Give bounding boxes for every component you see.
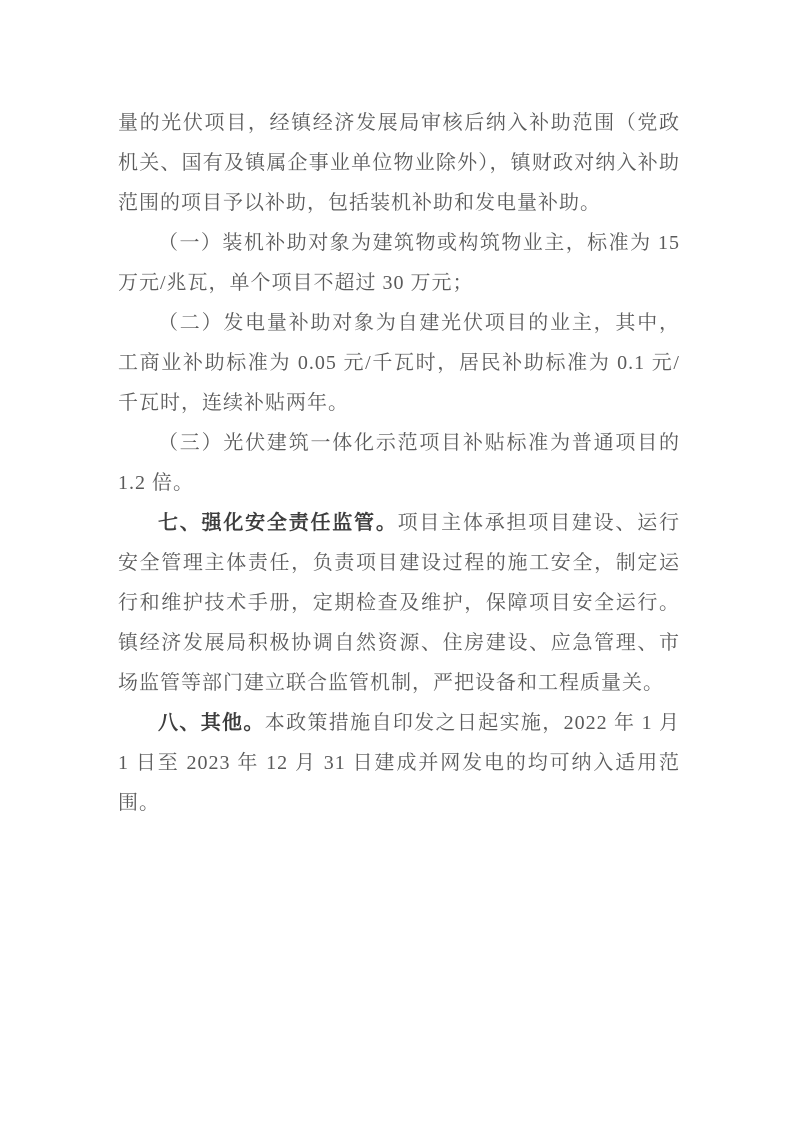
paragraph-text: 本政策措施自印发之日起实施，2022 年 1 月 1 日至 2023 年 12 月 31 日建成并网发电的均可纳入适用范围。 — [118, 712, 681, 814]
paragraph-text: （三）光伏建筑一体化示范项目补贴标准为普通项目的 1.2 倍。 — [118, 432, 680, 494]
paragraph-text: 项目主体承担项目建设、运行安全管理主体责任，负责项目建设过程的施工安全，制定运行和维护技术手册，定期检查及维护，保障项目安全运行。镇经济发展局积极协调自然资源、住房建设、应急管理、市场监管等部门建立联合监管机制，严把设备和工程质量关。 — [118, 512, 681, 694]
paragraph-text: （二）发电量补助对象为自建光伏项目的业主，其中，工商业补助标准为 0.05 元/千瓦时，居民补助标准为 0.1 元/千瓦时，连续补贴两年。 — [118, 312, 680, 414]
paragraph-section-8 — [118, 703, 680, 823]
paragraph-section-7 — [118, 503, 680, 703]
paragraph-item-1 — [118, 223, 680, 303]
paragraph-text: （一）装机补助对象为建筑物或构筑物业主，标准为 15 万元/兆瓦，单个项目不超过 30 万元； — [118, 232, 680, 294]
paragraph-continuation — [118, 103, 680, 223]
section-heading-7: 七、强化安全责任监管。 — [158, 512, 398, 534]
section-heading-8: 八、其他。 — [158, 712, 265, 734]
paragraph-item-2 — [118, 303, 680, 423]
document-body — [118, 103, 680, 823]
paragraph-item-3 — [118, 423, 680, 503]
paragraph-text: 量的光伏项目，经镇经济发展局审核后纳入补助范围（党政机关、国有及镇属企事业单位物业除外），镇财政对纳入补助范围的项目予以补助，包括装机补助和发电量补助。 — [118, 112, 680, 214]
